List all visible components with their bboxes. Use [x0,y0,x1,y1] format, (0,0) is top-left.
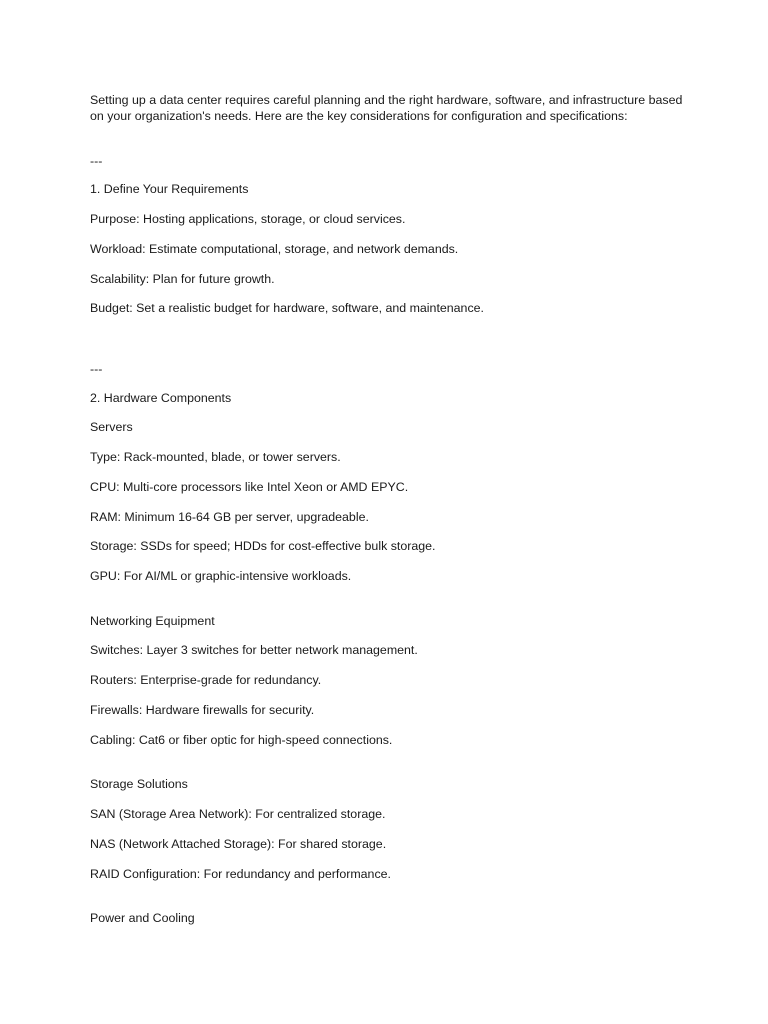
subsection-heading: Storage Solutions [90,777,188,791]
list-item: Type: Rack-mounted, blade, or tower servers. [90,450,341,464]
list-item: Switches: Layer 3 switches for better network management. [90,643,418,657]
list-item: SAN (Storage Area Network): For centralized storage. [90,807,386,821]
subsection-heading: Networking Equipment [90,614,215,628]
list-item: Budget: Set a realistic budget for hardware, software, and maintenance. [90,301,484,315]
list-item: Workload: Estimate computational, storage, and network demands. [90,242,459,256]
list-item: RAID Configuration: For redundancy and performance. [90,867,391,881]
list-item: Firewalls: Hardware firewalls for security. [90,703,315,717]
intro-paragraph: Setting up a data center requires careful planning and the right hardware, software, and infrastructure based on your organization's needs. Here are the key considerations for configuration and specifications: [90,93,683,123]
document-page [90,0,690,1024]
separator: --- [90,154,103,168]
list-item: Purpose: Hosting applications, storage, or cloud services. [90,212,406,226]
subsection-heading: Power and Cooling [90,911,195,925]
section-heading: 2. Hardware Components [90,391,232,405]
section-heading: 1. Define Your Requirements [90,182,249,196]
list-item: GPU: For AI/ML or graphic-intensive workloads. [90,569,352,583]
list-item: Storage: SSDs for speed; HDDs for cost-effective bulk storage. [90,539,436,553]
list-item: Scalability: Plan for future growth. [90,272,275,286]
separator: --- [90,362,103,376]
list-item: Routers: Enterprise-grade for redundancy. [90,673,322,687]
subsection-heading: Servers [90,420,133,434]
list-item: CPU: Multi-core processors like Intel Xeon or AMD EPYC. [90,480,409,494]
list-item: Cabling: Cat6 or fiber optic for high-speed connections. [90,733,393,747]
list-item: RAM: Minimum 16-64 GB per server, upgradeable. [90,510,369,524]
list-item: NAS (Network Attached Storage): For shared storage. [90,837,387,851]
